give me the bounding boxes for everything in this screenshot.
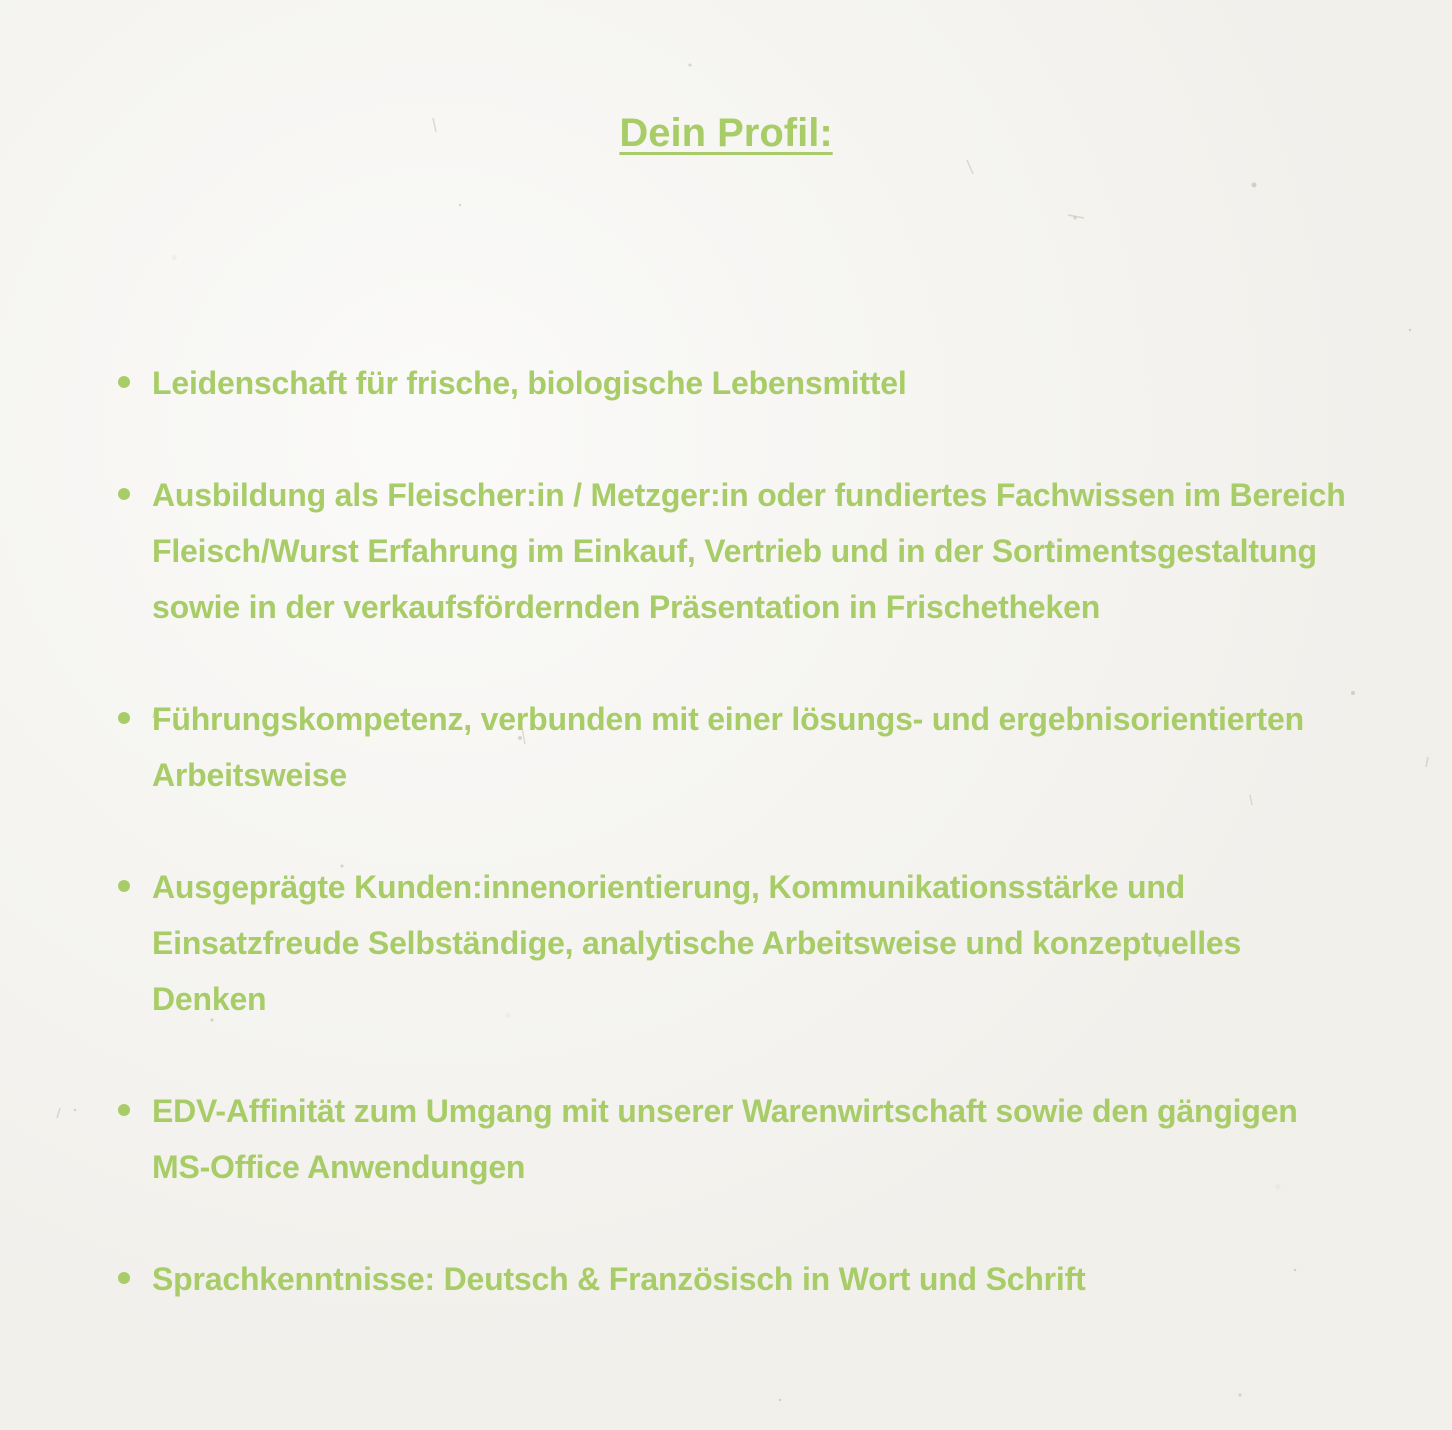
list-item xyxy=(118,691,1358,803)
list-item xyxy=(118,355,1358,411)
bullet-icon xyxy=(118,880,130,892)
list-item-text: Leidenschaft für frische, biologische Lebensmittel xyxy=(152,365,907,401)
bullet-icon xyxy=(118,1104,130,1116)
profile-list xyxy=(118,355,1358,1307)
bullet-icon xyxy=(118,1272,130,1284)
page-title: Dein Profil: xyxy=(619,111,833,155)
bullet-icon xyxy=(118,488,130,500)
list-item-text: Ausgeprägte Kunden:innenorientierung, Kommunikationsstärke und Einsatzfreude Selbständige, analytische Arbeitsweise und konzeptuelles Denken xyxy=(152,869,1242,1017)
bullet-icon xyxy=(118,712,130,724)
list-item xyxy=(118,1083,1358,1195)
list-item-text: Sprachkenntnisse: Deutsch & Französisch in Wort und Schrift xyxy=(152,1261,1086,1297)
list-item xyxy=(118,859,1358,1027)
bullet-icon xyxy=(118,376,130,388)
list-item-text: Führungskompetenz, verbunden mit einer lösungs- und ergebnisorientierten Arbeitsweise xyxy=(152,701,1304,793)
list-item-text: Ausbildung als Fleischer:in / Metzger:in oder fundiertes Fachwissen im Bereich Fleisch/Wurst Erfahrung im Einkauf, Vertrieb und in der Sortimentsgestaltung sowie in der verkaufsfördernden Präsentation in Frischetheken xyxy=(152,477,1346,625)
list-item xyxy=(118,467,1358,635)
list-item xyxy=(118,1251,1358,1307)
list-item-text: EDV-Affinität zum Umgang mit unserer Warenwirtschaft sowie den gängigen MS-Office Anwendungen xyxy=(152,1093,1298,1185)
